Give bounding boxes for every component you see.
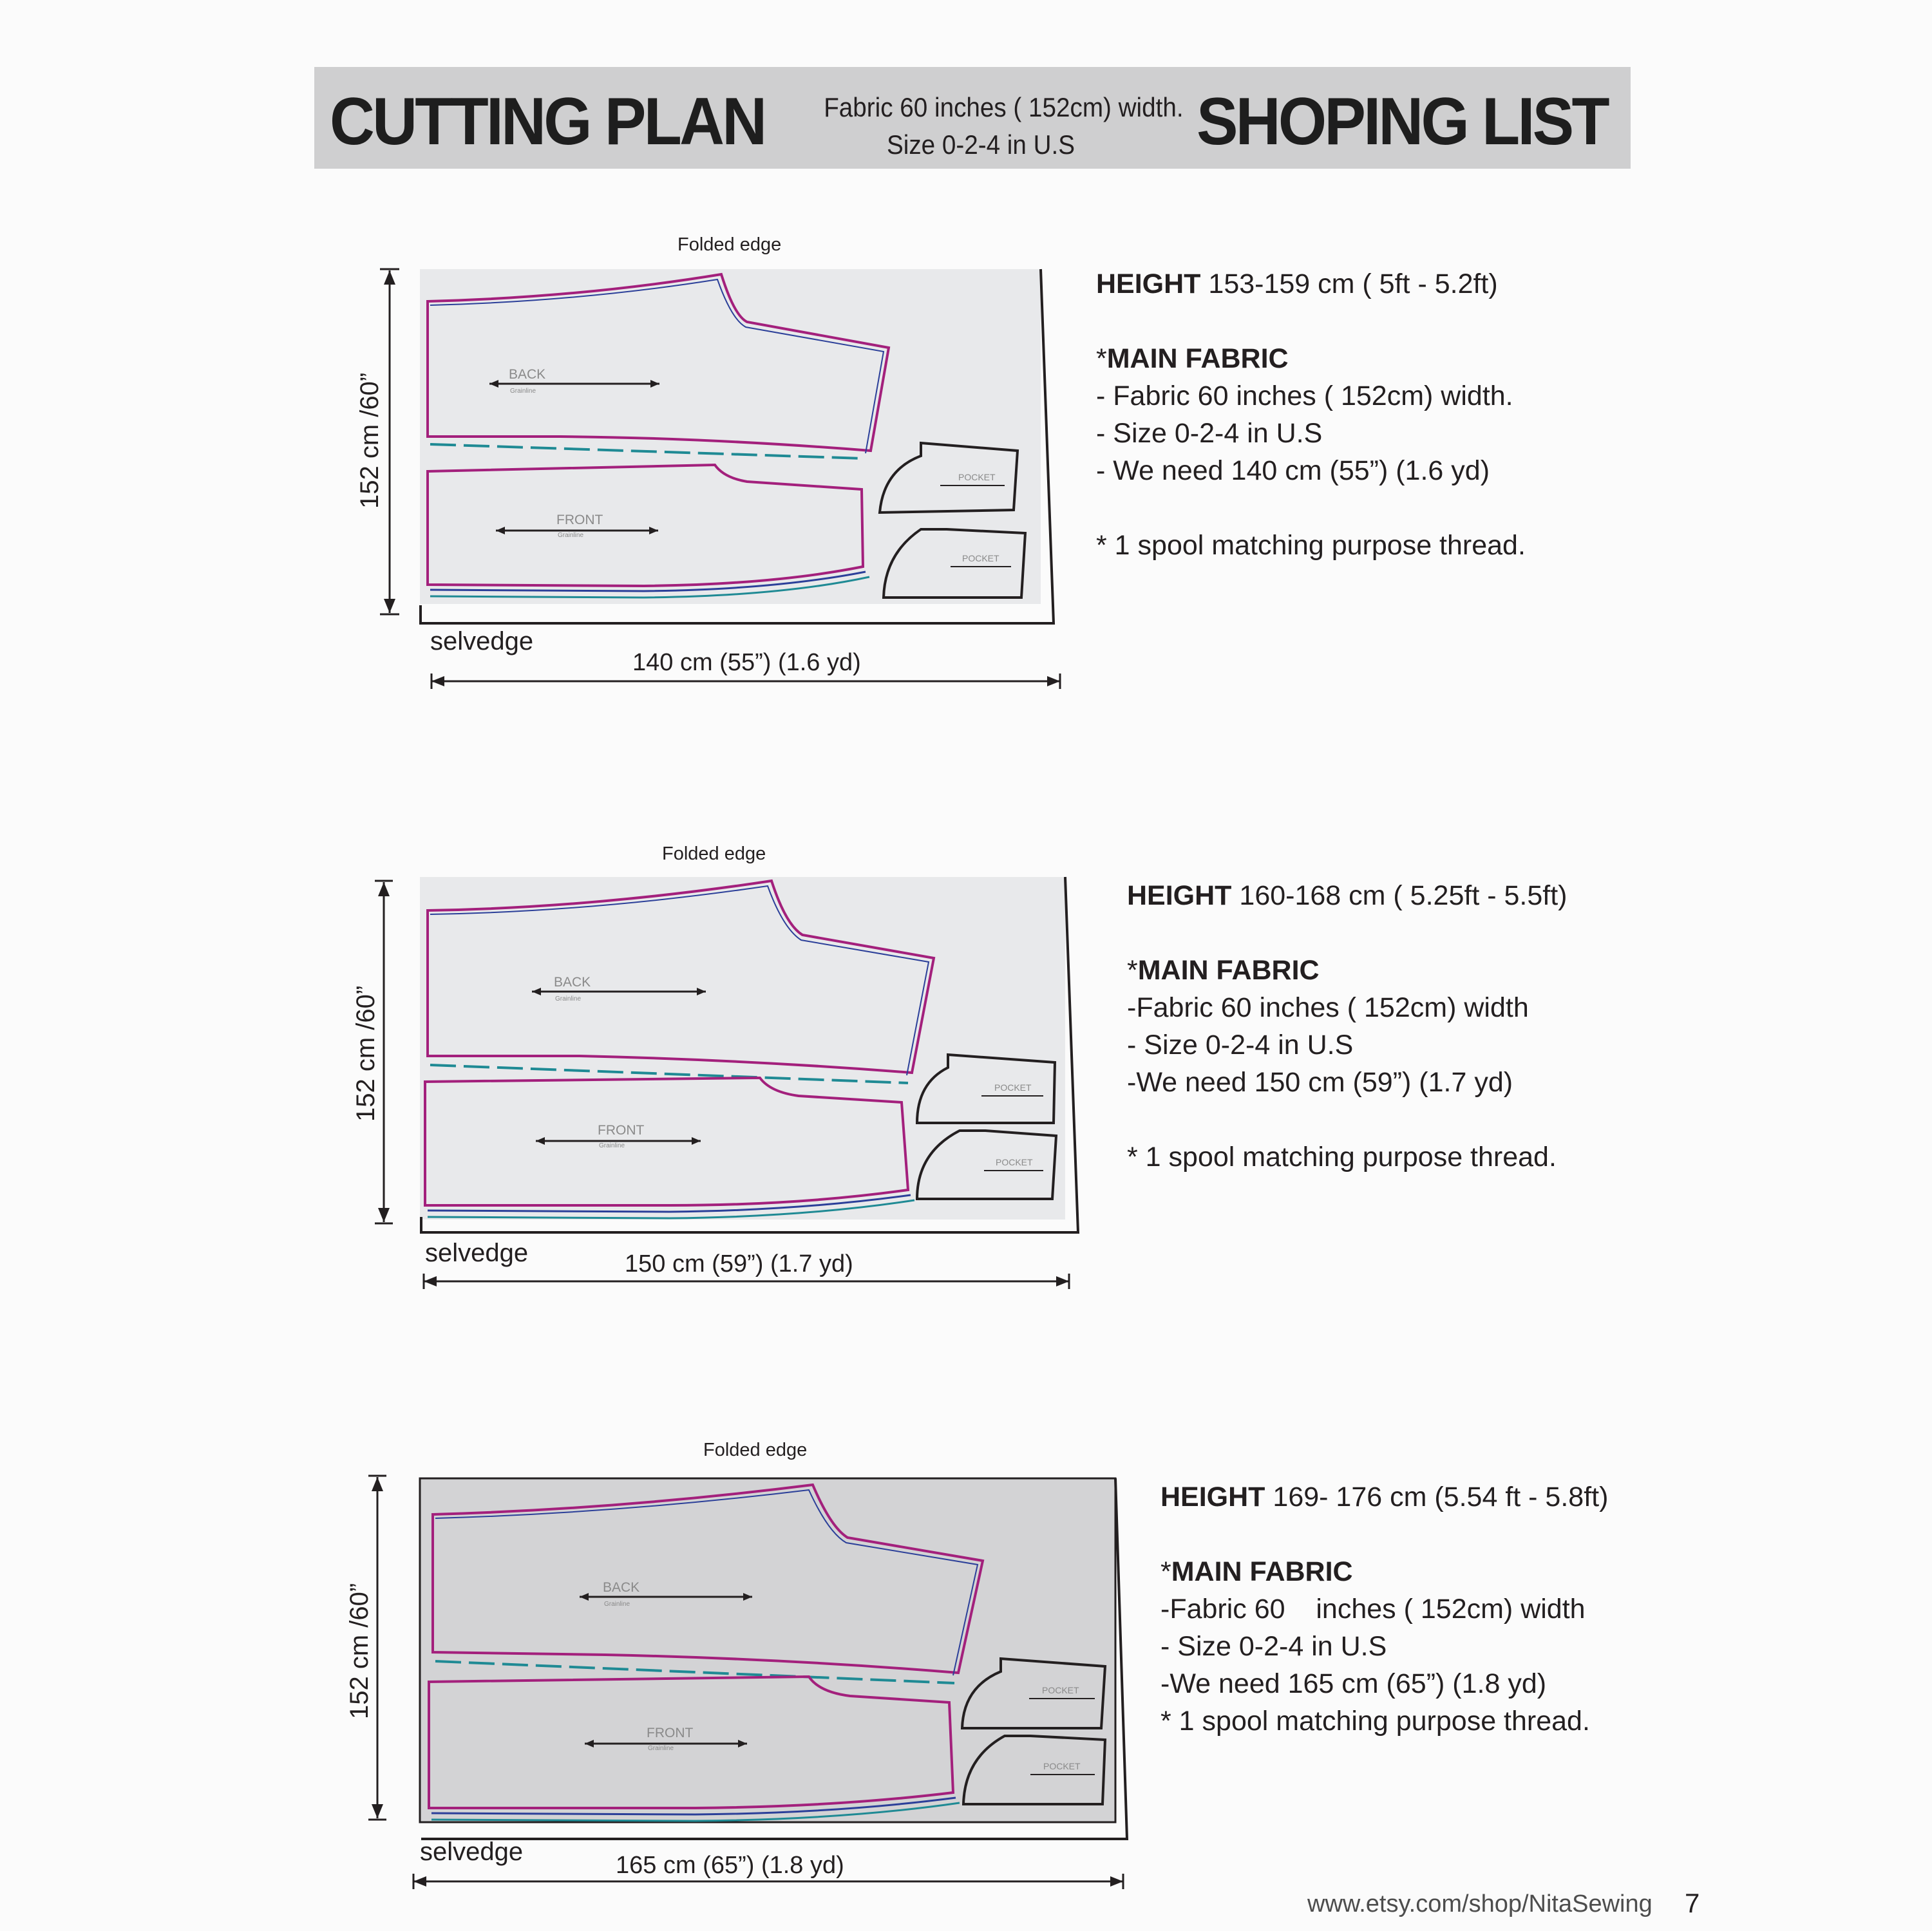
subtitle-line-2: Size 0-2-4 in U.S xyxy=(886,129,1075,160)
cutting-diagram-1 xyxy=(0,232,1095,695)
shop-url[interactable]: www.etsy.com/shop/NitaSewing xyxy=(1307,1890,1653,1917)
shopping-list-2 xyxy=(1127,877,1567,1176)
shopping-list-title: SHOPING LIST xyxy=(1197,84,1607,159)
cutting-plan-title: CUTTING PLAN xyxy=(330,84,765,159)
header-band xyxy=(314,67,1631,169)
front-label: FRONT xyxy=(556,513,603,527)
shopping-list-3 xyxy=(1160,1478,1608,1740)
fabric-width-line: - Fabric 60 inches ( 152cm) width. xyxy=(1096,381,1513,411)
page-number: 7 xyxy=(1685,1888,1700,1918)
pocket-label-2a: POCKET xyxy=(994,1082,1032,1093)
fabric-width-line: -Fabric 60 inches ( 152cm) width xyxy=(1127,992,1529,1023)
fabric-length-label: 150 cm (59”) (1.7 yd) xyxy=(625,1250,853,1277)
main-fabric-heading: *MAIN FABRIC xyxy=(1127,955,1320,986)
main-fabric-heading: *MAIN FABRIC xyxy=(1160,1556,1353,1587)
size-line: - Size 0-2-4 in U.S xyxy=(1160,1631,1387,1662)
front-grainline: Grainline xyxy=(558,532,584,539)
size-line: - Size 0-2-4 in U.S xyxy=(1096,418,1323,449)
selvedge-label: selvedge xyxy=(430,627,534,655)
back-grainline: Grainline xyxy=(555,995,582,1003)
height-line: HEIGHT 153-159 cm ( 5ft - 5.2ft) xyxy=(1096,268,1498,299)
cutting-diagram-2 xyxy=(0,843,1095,1307)
cutting-section-3 xyxy=(0,1442,1932,1906)
folded-edge-label: Folded edge xyxy=(703,1440,808,1460)
thread-line: * 1 spool matching purpose thread. xyxy=(1160,1706,1590,1737)
main-fabric-heading: *MAIN FABRIC xyxy=(1096,343,1289,374)
folded-edge-label: Folded edge xyxy=(677,234,782,255)
pocket-label-1b: POCKET xyxy=(962,553,999,563)
back-label: BACK xyxy=(509,367,546,382)
fabric-need-line: - We need 140 cm (55”) (1.6 yd) xyxy=(1096,455,1490,486)
selvedge-label: selvedge xyxy=(425,1239,529,1267)
cutting-section-2 xyxy=(0,843,1932,1307)
cutting-diagram-3 xyxy=(0,1442,1159,1906)
fabric-width-line: -Fabric 60 inches ( 152cm) width xyxy=(1160,1594,1586,1625)
fabric-width-label: 152 cm /60” xyxy=(355,372,384,509)
fabric-need-line: -We need 150 cm (59”) (1.7 yd) xyxy=(1127,1067,1513,1098)
selvedge-label: selvedge xyxy=(420,1838,524,1866)
shopping-list-1 xyxy=(1096,265,1526,564)
subtitle-line-1: Fabric 60 inches ( 152cm) width. xyxy=(824,92,1184,122)
back-label: BACK xyxy=(554,975,591,990)
front-grainline: Grainline xyxy=(648,1745,674,1752)
fabric-need-line: -We need 165 cm (65”) (1.8 yd) xyxy=(1160,1668,1547,1699)
thread-line: * 1 spool matching purpose thread. xyxy=(1127,1142,1557,1173)
pocket-label-3b: POCKET xyxy=(1043,1761,1081,1771)
size-line: - Size 0-2-4 in U.S xyxy=(1127,1030,1354,1060)
front-label: FRONT xyxy=(598,1123,645,1138)
pocket-label-1a: POCKET xyxy=(958,472,996,482)
fabric-length-label: 140 cm (55”) (1.6 yd) xyxy=(632,649,861,676)
folded-edge-label: Folded edge xyxy=(662,843,766,864)
back-grainline: Grainline xyxy=(604,1601,630,1608)
thread-line: * 1 spool matching purpose thread. xyxy=(1096,530,1526,561)
front-grainline: Grainline xyxy=(599,1142,625,1149)
fabric-width-label: 152 cm /60” xyxy=(345,1583,374,1719)
fabric-length-label: 165 cm (65”) (1.8 yd) xyxy=(616,1852,844,1879)
pocket-label-3a: POCKET xyxy=(1042,1685,1079,1695)
back-grainline: Grainline xyxy=(510,388,536,395)
header-subtitle xyxy=(824,89,1184,164)
pocket-label-2b: POCKET xyxy=(996,1157,1033,1167)
back-label: BACK xyxy=(603,1580,640,1595)
height-line: HEIGHT 160-168 cm ( 5.25ft - 5.5ft) xyxy=(1127,880,1567,911)
cutting-section-1 xyxy=(0,232,1932,695)
height-line: HEIGHT 169- 176 cm (5.54 ft - 5.8ft) xyxy=(1160,1482,1609,1512)
front-label: FRONT xyxy=(647,1726,694,1740)
fabric-width-label: 152 cm /60” xyxy=(352,985,380,1122)
